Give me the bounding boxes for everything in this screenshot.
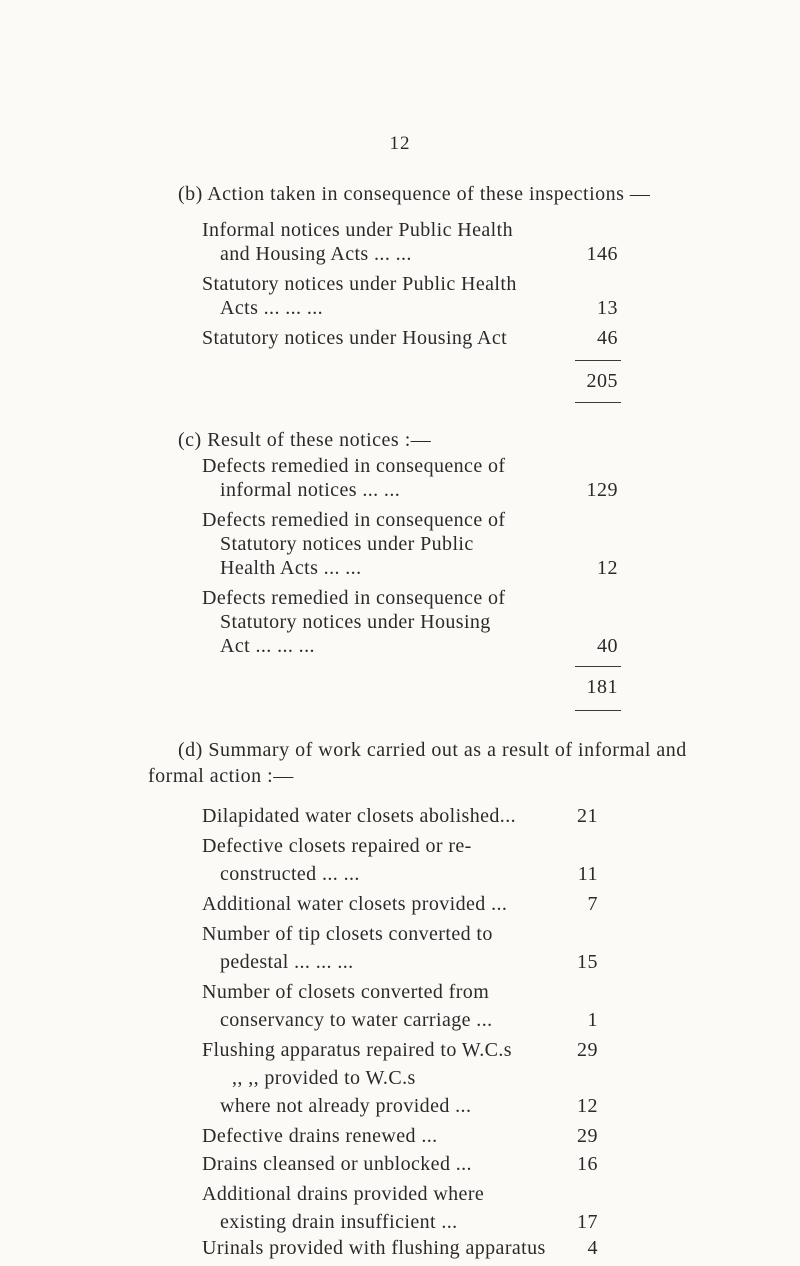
item-line: Statutory notices under Public: [220, 533, 474, 555]
item-value: 46: [597, 327, 618, 349]
item-line: Additional drains provided where: [202, 1183, 485, 1205]
item-line: Defective closets repaired or re-: [202, 835, 472, 857]
item-line: existing drain insufficient ...: [220, 1211, 458, 1233]
item-value: 13: [597, 297, 618, 319]
item-line: Flushing apparatus repaired to W.C.s: [202, 1039, 512, 1061]
item-line: Additional water closets provided ...: [202, 893, 508, 915]
item-value: 129: [586, 479, 618, 501]
item-line: Defects remedied in consequence of: [202, 509, 506, 531]
section-d-heading-cont: formal action :—: [148, 765, 294, 787]
item-value: 29: [577, 1039, 598, 1061]
item-line: Defects remedied in consequence of: [202, 587, 506, 609]
item-line: Defects remedied in consequence of: [202, 455, 506, 477]
section-c-heading: (c) Result of these notices :—: [178, 429, 432, 451]
item-line: Defective drains renewed ...: [202, 1125, 438, 1147]
item-line: informal notices ... ...: [220, 479, 401, 501]
section-c-total: 181: [586, 676, 618, 698]
item-line: Drains cleansed or unblocked ...: [202, 1153, 472, 1175]
item-line: where not already provided ...: [220, 1095, 472, 1117]
item-line: Dilapidated water closets abolished...: [202, 805, 516, 827]
page-number: 12: [389, 133, 411, 154]
total-rule: [575, 710, 621, 711]
total-rule: [575, 360, 621, 361]
item-value: 16: [577, 1153, 598, 1175]
item-line: Urinals provided with flushing apparatus: [202, 1237, 546, 1259]
item-line: Statutory notices under Housing: [220, 611, 491, 633]
item-value: 29: [577, 1125, 598, 1147]
item-value: 12: [577, 1095, 598, 1117]
item-line: and Housing Acts ... ...: [220, 243, 412, 265]
item-value: 21: [577, 805, 598, 827]
item-line: Statutory notices under Housing Act: [202, 327, 508, 349]
item-line: Number of closets converted from: [202, 981, 490, 1003]
item-value: 11: [577, 863, 598, 885]
item-value: 40: [597, 635, 618, 657]
item-line: pedestal ... ... ...: [220, 951, 354, 973]
section-d-heading: (d) Summary of work carried out as a result of informal and: [178, 739, 687, 761]
item-line: Acts ... ... ...: [220, 297, 324, 319]
section-b-heading: (b) Action taken in consequence of these inspections —: [178, 183, 651, 205]
item-line: Act ... ... ...: [220, 635, 315, 657]
total-rule: [575, 402, 621, 403]
item-value: 17: [577, 1211, 598, 1233]
item-line: ,, ,, provided to W.C.s: [232, 1067, 416, 1089]
item-line: Number of tip closets converted to: [202, 923, 493, 945]
item-value: 4: [587, 1237, 598, 1259]
item-line: constructed ... ...: [220, 863, 360, 885]
section-b-total: 205: [586, 370, 618, 392]
item-line: conservancy to water carriage ...: [220, 1009, 493, 1031]
item-value: 12: [597, 557, 618, 579]
item-value: 15: [577, 951, 598, 973]
total-rule: [575, 666, 621, 667]
item-value: 7: [587, 893, 598, 915]
item-line: Statutory notices under Public Health: [202, 273, 517, 295]
item-line: Informal notices under Public Health: [202, 219, 513, 241]
item-value: 146: [586, 243, 618, 265]
item-line: Health Acts ... ...: [220, 557, 362, 579]
item-value: 1: [587, 1009, 598, 1031]
